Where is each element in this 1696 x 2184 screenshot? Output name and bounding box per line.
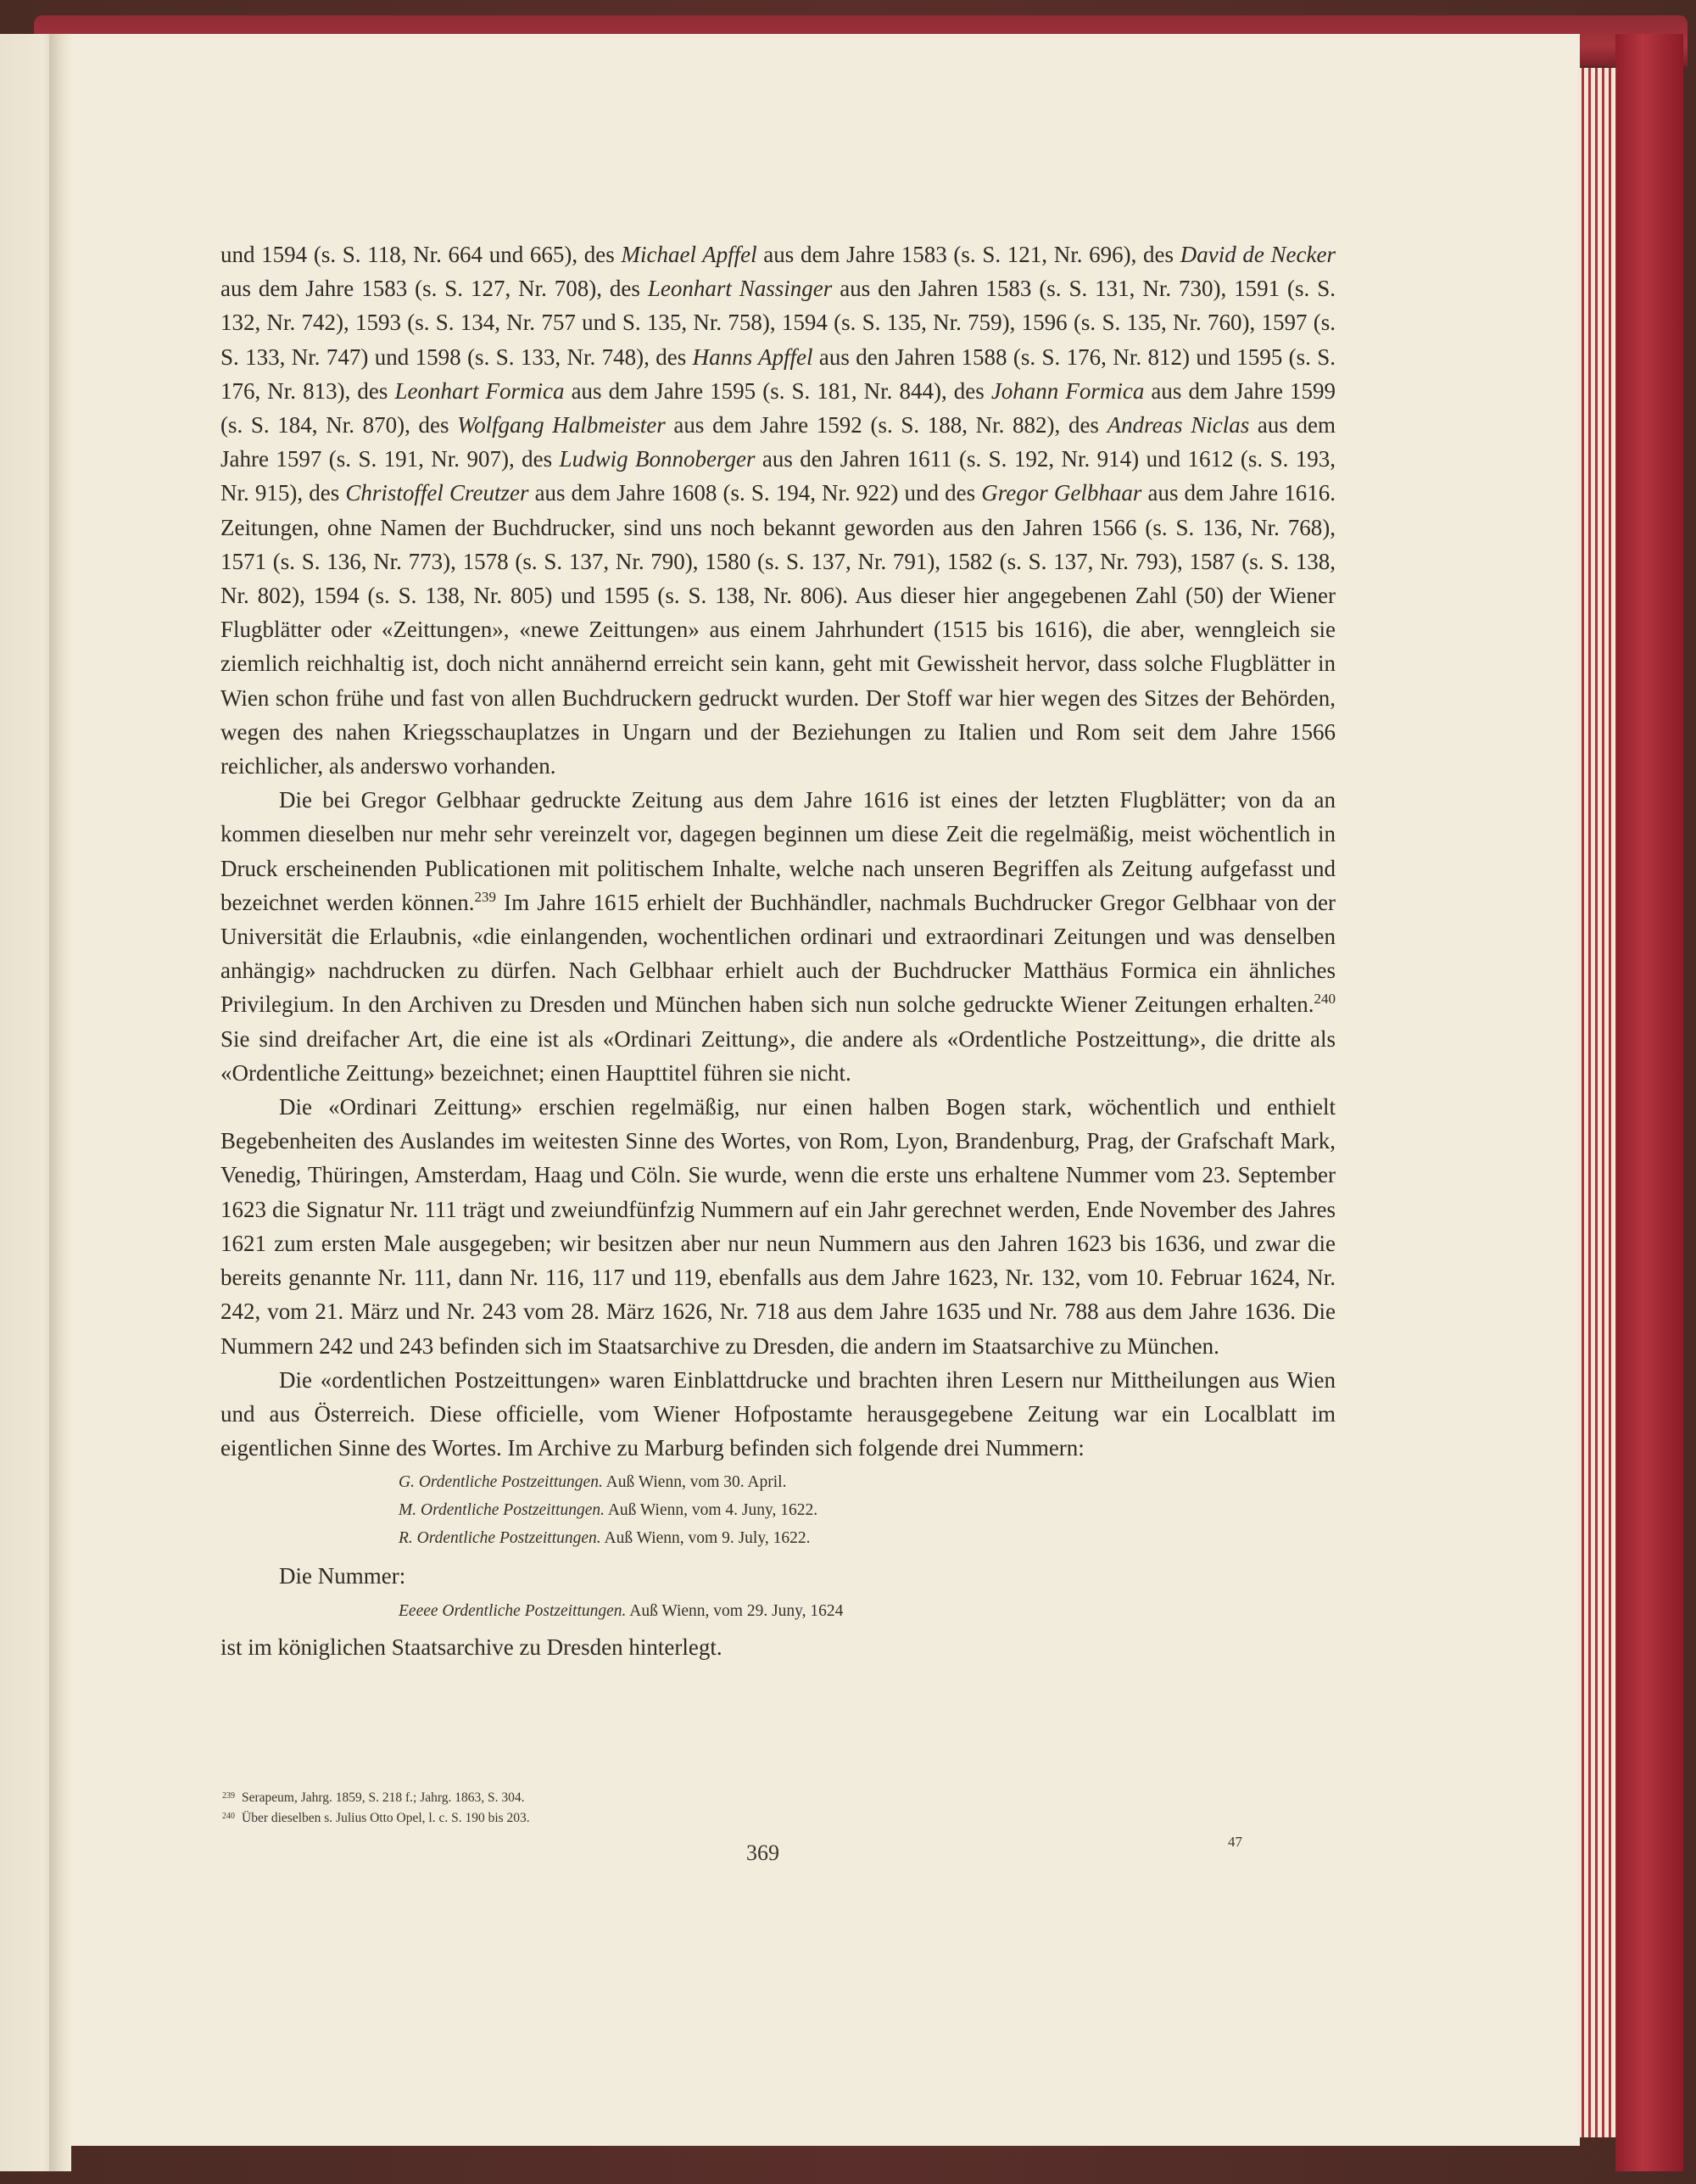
printer-name: Ludwig Bonnoberger — [559, 446, 756, 472]
printer-name: Leonhart Nassinger — [647, 276, 833, 302]
printer-name: David de Necker — [1180, 242, 1336, 267]
paragraph-postzeittungen: Die «ordentlichen Postzeittungen» waren Einblattdrucke und brachten ihren Lesern nur Mittheilungen aus Wien und aus Österreich. Diese officielle, vom Wiener Hofpostamte herausgegebene Zeitung war ein Localblatt im eigentlichen Sinne des Wortes. Im Archive zu Marburg befinden sich folgende drei Nummern: — [220, 1366, 1336, 1461]
printer-name: Michael Apffel — [621, 242, 757, 267]
closing-line: ist im königlichen Staatsarchive zu Dresden hinterlegt. — [220, 1634, 722, 1660]
printer-name: Gregor Gelbhaar — [981, 480, 1142, 506]
printer-name: Johann Formica — [990, 377, 1145, 404]
dresden-reference: Eeeee Ordentliche Postzeittungen. Auß Wienn, vom 29. Juny, 1624 — [399, 1601, 844, 1620]
footnote-ref-239[interactable]: 239 — [474, 888, 496, 905]
footnotes — [222, 1787, 1240, 1828]
reference-entry: G. Ordentliche Postzeittungen. Auß Wienn, vom 30. April. — [399, 1473, 787, 1492]
printer-name: Christoffel Creutzer — [345, 480, 529, 506]
footnote-240: $^{240}$ Über dieselben s. Julius Otto Opel, l. c. S. 190 bis 203. — [222, 1811, 530, 1825]
page-block-edges — [1577, 68, 1616, 2137]
footnote-ref-240[interactable]: 240 — [1314, 991, 1336, 1008]
marburg-reference-list — [220, 1468, 1336, 1552]
printer-name: Wolfgang Halbmeister — [457, 412, 666, 438]
page-number: 369 — [746, 1840, 779, 1865]
reference-entry: M. Ordentliche Postzeittungen. Auß Wienn, vom 4. Juny, 1622. — [399, 1501, 818, 1520]
paragraph-gelbhaar: Die bei Gregor Gelbhaar gedruckte Zeitung aus dem Jahre 1616 ist eines der letzten Flugblätter; von da an kommen dieselben nur mehr sehr vereinzelt vor, dagegen beginnen um diese Zeit die regelmäßig, meist wöchentlich in Druck erscheinenden Publicationen mit politischem Inhalte, welche nach unseren Begriffen als Zeitung aufgefasst und bezeichnet werden können.$^{239}$ Im Jahre 1615 erhielt der Buchhändler, nachmals Buchdrucker Gregor Gelbhaar von der Universität die Erlaubnis, «die einlangenden, wochentlichen ordinari und extraordinari Zeitungen und was denselben anhängig» nachdrucken zu dürfen. Nach Gelbhaar erhielt auch der Buchdrucker Matthäus Formica ein ähnliches Privilegium. In den Archiven zu Dresden und München haben sich nun solche gedruckte Wiener Zeitungen erhalten.$^{240}$ Sie sind dreifacher Art, die eine ist als «Ordinari Zeittung», die andere als «Ordentliche Postzeittung», die dritte als «Ordentliche Zeittung» bezeichnet; einen Haupttitel führen sie nicht. — [220, 787, 1336, 1086]
reference-entry: R. Ordentliche Postzeittungen. Auß Wienn, vom 9. July, 1622. — [399, 1529, 811, 1548]
printer-name: Andreas Niclas — [1107, 412, 1250, 438]
die-nummer-label: Die Nummer: — [279, 1563, 406, 1589]
book-gutter — [49, 34, 71, 2171]
cover-right-edge — [1615, 34, 1683, 2171]
paragraph-flugblaetter: und 1594 (s. S. 118, Nr. 664 und 665), des Michael Apffel aus dem Jahre 1583 (s. S. 121, Nr. 696), des David de Necker aus dem Jahre 1583 (s. S. 127, Nr. 708), des Leonhart Nassinger aus den Jahren 1583 (s. S. 131, Nr. 730), 1591 (s. S. 132, Nr. 742), 1593 (s. S. 134, Nr. 757 und S. 135, Nr. 758), 1594 (s. S. 135, Nr. 759), 1596 (s. S. 135, Nr. 760), 1597 (s. S. 133, Nr. 747) und 1598 (s. S. 133, Nr. 748), des Hanns Apffel aus den Jahren 1588 (s. S. 176, Nr. 812) und 1595 (s. S. 176, Nr. 813), des Leonhart Formica aus dem Jahre 1595 (s. S. 181, Nr. 844), des Johann Formica aus dem Jahre 1599 (s. S. 184, Nr. 870), des Wolfgang Halbmeister aus dem Jahre 1592 (s. S. 188, Nr. 882), des Andreas Niclas aus dem Jahre 1597 (s. S. 191, Nr. 907), des Ludwig Bonnoberger aus den Jahren 1611 (s. S. 192, Nr. 914) und 1612 (s. S. 193, Nr. 915), des Christoffel Creutzer aus dem Jahre 1608 (s. S. 194, Nr. 922) und des Gregor Gelbhaar aus dem Jahre 1616. Zeitungen, ohne Namen der Buchdrucker, sind uns noch bekannt geworden aus den Jahren 1566 (s. S. 136, Nr. 768), 1571 (s. S. 136, Nr. 773), 1578 (s. S. 137, Nr. 790), 1580 (s. S. 137, Nr. 791), 1582 (s. S. 137, Nr. 793), 1587 (s. S. 138, Nr. 802), 1594 (s. S. 138, Nr. 805) und 1595 (s. S. 138, Nr. 806). Aus dieser hier angegebenen Zahl (50) der Wiener Flugblätter oder «Zeittungen», «newe Zeittungen» aus einem Jahrhundert (1515 bis 1616), die aber, wenngleich sie ziemlich reichhaltig ist, doch nicht annähernd erreicht sein kann, geht mit Gewissheit hervor, dass solche Flugblätter in Wien schon frühe und fast von allen Buchdruckern gedruckt wurden. Der Stoff war hier wegen des Sitzes der Behörden, wegen des nahen Kriegsschauplatzes in Ungarn und der Beziehungen zu Italien und Rom seit dem Jahre 1566 reichlicher, als anderswo vorhanden. — [220, 242, 1336, 779]
printer-name: Hanns Apffel — [692, 344, 813, 370]
paragraph-ordinari-zeittung: Die «Ordinari Zeittung» erschien regelmäßig, nur einen halben Bogen stark, wöchentlich und enthielt Begebenheiten des Auslandes im weitesten Sinne des Wortes, von Rom, Lyon, Brandenburg, Prag, der Grafschaft Mark, Venedig, Thüringen, Amsterdam, Haag und Cöln. Sie wurde, wenn die erste uns erhaltene Nummer vom 23. September 1623 die Signatur Nr. 111 trägt und zweiundfünfzig Nummern auf ein Jahr gerechnet werden, Ende November des Jahres 1621 zum ersten Male ausgegeben; wir besitzen aber nur neun Nummern aus den Jahren 1623 bis 1636, und zwar die bereits genannte Nr. 111, dann Nr. 116, 117 und 119, ebenfalls aus dem Jahre 1623, Nr. 132, vom 10. Februar 1624, Nr. 242, vom 21. März und Nr. 243 vom 28. März 1626, Nr. 718 aus dem Jahre 1635 und Nr. 788 aus dem Jahre 1636. Die Nummern 242 und 243 befinden sich im Staatsarchive zu Dresden, die andern im Staatsarchive zu München. — [220, 1094, 1336, 1359]
page-text — [220, 237, 1336, 1664]
printer-name: Leonhart Formica — [394, 377, 565, 404]
signature-mark: 47 — [1228, 1834, 1242, 1850]
footnote-239: $^{239}$ Serapeum, Jahrg. 1859, S. 218 f.; Jahrg. 1863, S. 304. — [222, 1790, 525, 1805]
